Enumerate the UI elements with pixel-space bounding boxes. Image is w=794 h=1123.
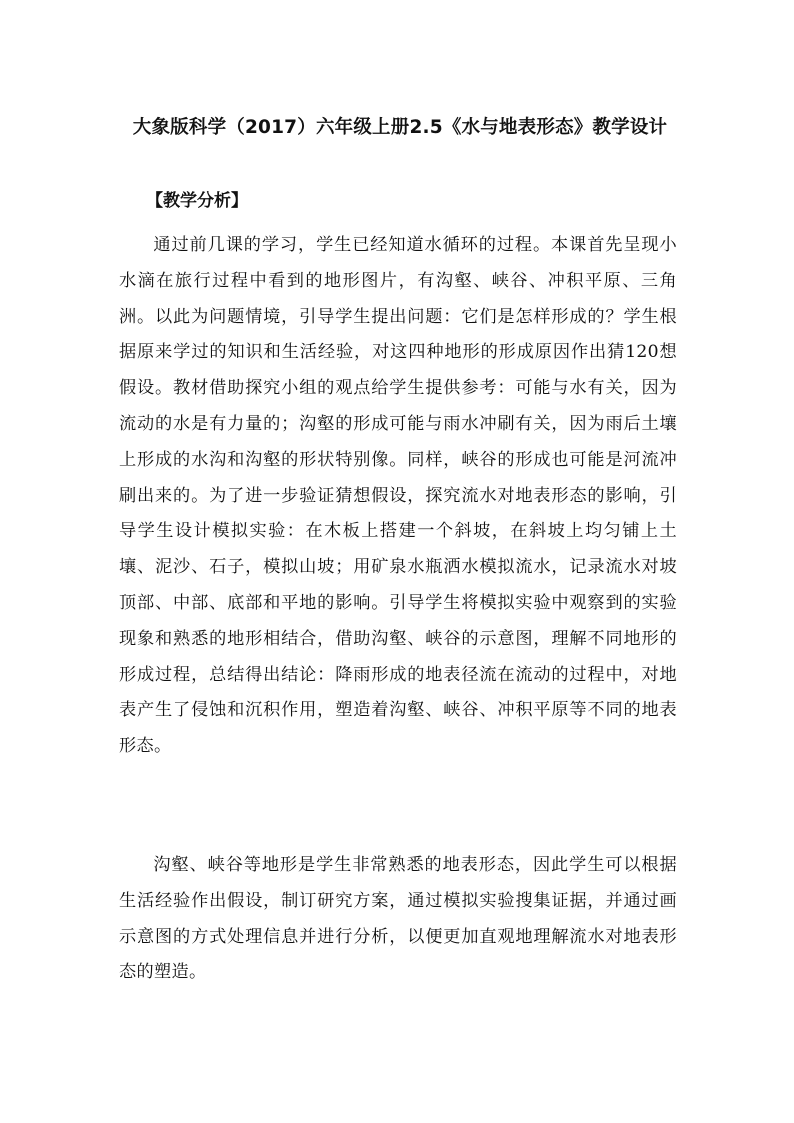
document-title: 大象版科学（2017）六年级上册2.5《水与地表形态》教学设计	[132, 117, 668, 139]
body-paragraph: 通过前几课的学习，学生已经知道水循环的过程。本课首先呈现小水滴在旅行过程中看到的地形图片，有沟壑、峡谷、冲积平原、三角洲。以此为问题情境，引导学生提出问题：它们是怎样形成的？学生根据原来学过的知识和生活经验，对这四种地形的形成原因作出猜120想假设。教材借助探究小组的观点给学生提供参考：可能与水有关，因为流动的水是有力量的；沟壑的形成可能与雨水冲刷有关，因为雨后土壤上形成的水沟和沟壑的形状特别像。同样，峡谷的形成也可能是河流冲刷出来的。为了进一步验证猜想假设，探究流水对地表形态的影响，引导学生设计模拟实验：在木板上搭建一个斜坡，在斜坡上均匀铺上土壤、泥沙、石子，模拟山坡；用矿泉水瓶洒水模拟流水，记录流水对坡顶部、中部、底部和平地的影响。引导学生将模拟实验中观察到的实验现象和熟悉的地形相结合，借助沟壑、峡谷的示意图，理解不同地形的形成过程，总结得出结论：降雨形成的地表径流在流动的过程中，对地表产生了侵蚀和沉积作用，塑造着沟壑、峡谷、冲积平原等不同的地表形态。	[119, 235, 677, 757]
body-paragraph: 沟壑、峡谷等地形是学生非常熟悉的地表形态，因此学生可以根据生活经验作出假设，制订研究方案，通过模拟实验搜集证据，并通过画示意图的方式处理信息并进行分析，以便更加直观地理解流水对地表形态的塑造。	[119, 855, 677, 983]
section-heading-teaching-analysis: 【教学分析】	[146, 191, 248, 211]
